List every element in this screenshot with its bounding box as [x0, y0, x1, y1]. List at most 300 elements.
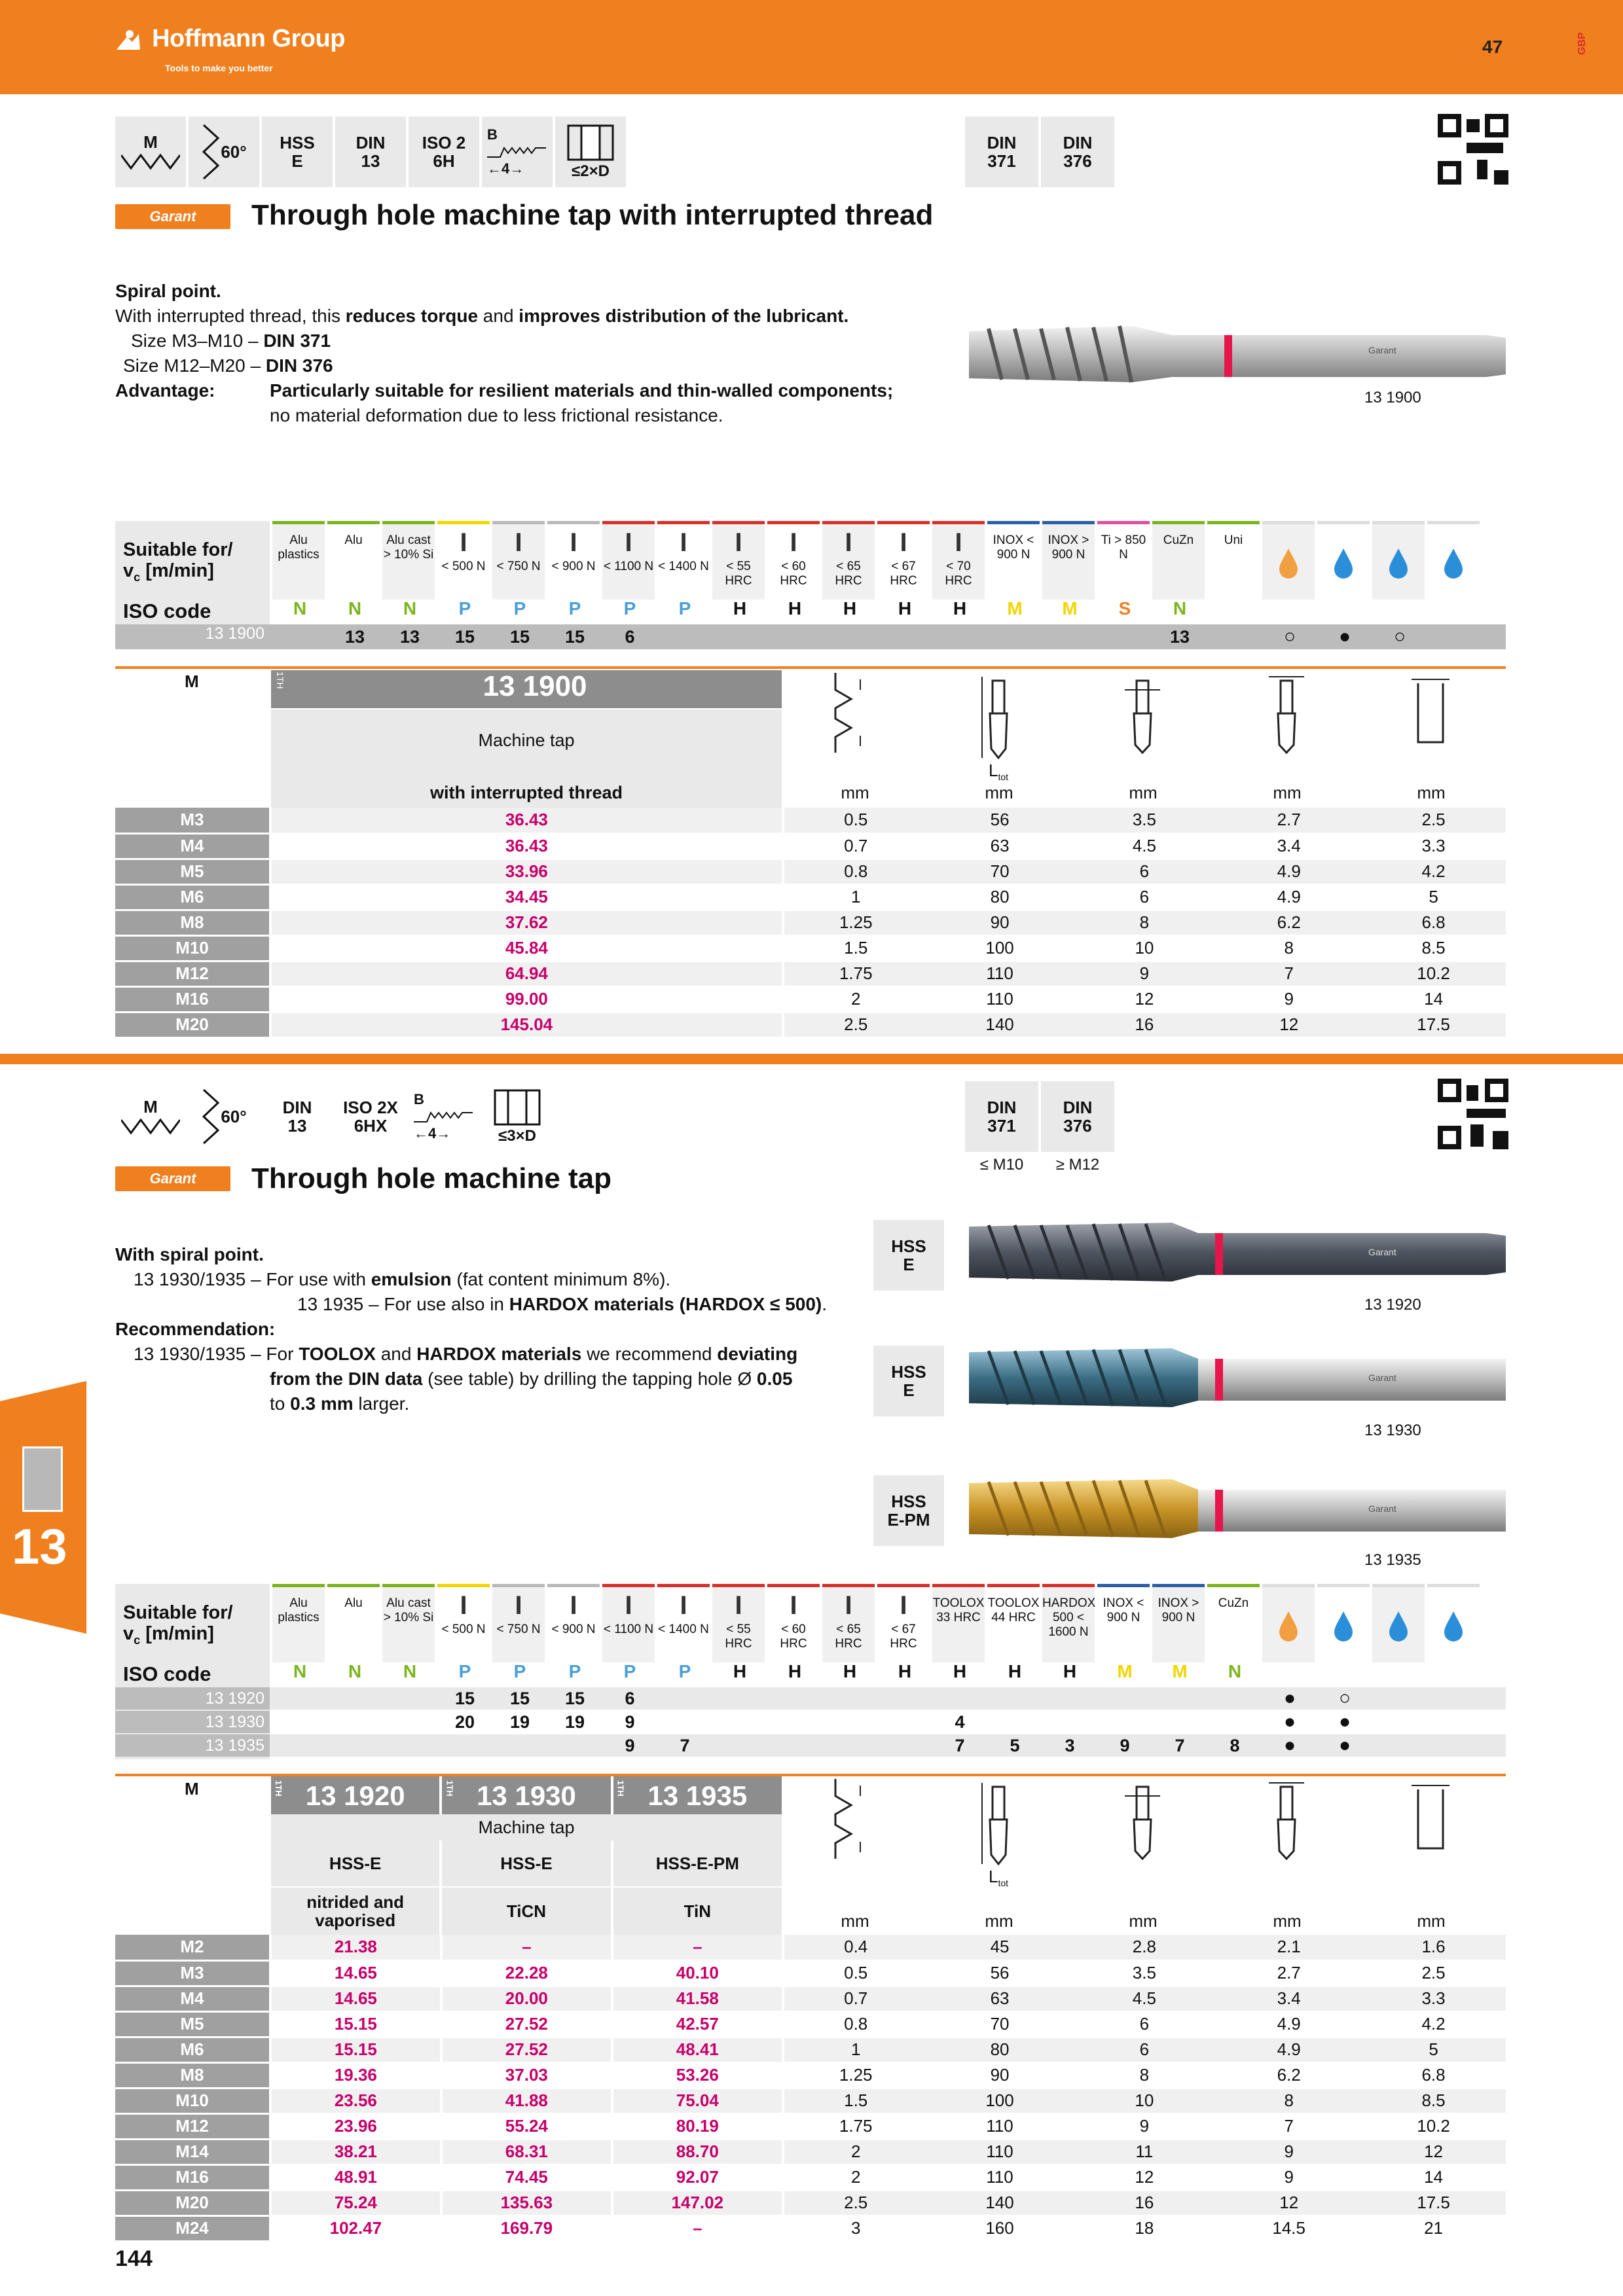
chamfer-icon: [414, 1109, 473, 1124]
steel-profile-icon: I: [900, 1591, 907, 1620]
iso-code-0: N: [293, 598, 307, 619]
code-13-1900: 13 1900: [483, 670, 587, 702]
dim-cell: 6: [1072, 2037, 1216, 2062]
tolerance-symbol: ISO 2 6H: [409, 117, 479, 187]
dim-cell: 10: [1072, 2088, 1216, 2113]
vc-value-5: 15: [564, 1689, 585, 1708]
dim-cell: 56: [928, 1960, 1072, 1986]
unit-label: mm: [1417, 1911, 1446, 1931]
vc-value-15: 9: [1120, 1736, 1130, 1755]
material-col-11: [877, 1584, 930, 1662]
iso-code-11: H: [898, 598, 912, 619]
dim-cell: 110: [928, 2139, 1072, 2164]
iso-code-label: ISO code: [123, 1662, 211, 1685]
recommendation-heading: Recommendation:: [115, 1319, 276, 1339]
code-headers: [271, 1776, 782, 1816]
material-color-bar: [712, 1584, 765, 1587]
section-separator: [0, 1054, 1623, 1064]
size-cell: M20: [115, 2190, 270, 2215]
price-cell: 135.63: [441, 2190, 612, 2215]
price-cell: 15.15: [270, 2037, 441, 2062]
price-cell: –: [612, 1935, 783, 1960]
dim-cell: 0.8: [783, 2011, 928, 2037]
suit-label: Suitable for/: [123, 539, 233, 560]
sec1-symbol-row: [115, 117, 626, 187]
dim-cell: 9: [1216, 2139, 1361, 2164]
vc-value-6: 6: [625, 627, 635, 647]
tap-icon: 1TH: [445, 1780, 455, 1797]
vc-value-3: 15: [454, 1689, 475, 1708]
unit-label: mm: [841, 1911, 869, 1931]
dim-cell: 4.9: [1216, 2037, 1361, 2062]
material-col-0: [272, 1584, 325, 1662]
suit-vc-label: $v_c$ [m/min]: [123, 560, 214, 584]
material-color-bar: [932, 521, 985, 524]
vc-value-6: 9: [625, 1712, 635, 1732]
material-label: INOX > 900 N: [1048, 533, 1089, 562]
dim-cell: 8: [1216, 935, 1361, 961]
row-13-1935: [115, 1734, 1506, 1757]
row-label: 13 1900: [205, 624, 264, 643]
price-cell: 53.26: [612, 2062, 783, 2088]
material-col-4: [492, 521, 545, 600]
steel-profile-icon: I: [735, 528, 742, 557]
size-cell: M8: [115, 910, 270, 935]
dim-cell: 100: [928, 935, 1072, 961]
code-label: 13 1930: [477, 1780, 576, 1811]
dim-cell: 1.5: [783, 935, 928, 961]
empty-dot-icon: ○: [1338, 1687, 1351, 1709]
dim-cell: 21: [1361, 2215, 1506, 2241]
chamfer-icon: [487, 144, 546, 160]
price-cell: 36.43: [270, 808, 783, 833]
iso-code-0: N: [293, 1661, 307, 1681]
material-label: < 65 HRC: [835, 560, 862, 588]
din-371-range: ≤ M10: [979, 1156, 1024, 1174]
size-cell: M20: [115, 1012, 270, 1037]
material-label: Alu plastics: [278, 533, 319, 562]
tap-icon: 1TH: [274, 1780, 283, 1797]
dim-cell: 5: [1361, 884, 1506, 910]
iso-code-15: S: [1118, 598, 1131, 619]
table-row: [115, 1012, 1506, 1037]
material-col-13: [987, 521, 1040, 600]
steel-profile-icon: I: [845, 528, 852, 557]
dim-cell: 0.7: [783, 1986, 928, 2011]
dim-cell: 6: [1072, 2011, 1216, 2037]
sec1-title: Through hole machine tap with interrupted thread: [251, 199, 934, 231]
price-cell: 23.56: [270, 2088, 441, 2113]
dim-cell: 14: [1361, 2164, 1506, 2190]
table-row: [115, 884, 1506, 910]
unit-label: mm: [1129, 783, 1158, 802]
dim-cell: 63: [928, 1986, 1072, 2011]
material-col-5: [547, 521, 600, 600]
tap-chapter-icon: [22, 1446, 63, 1512]
iso-code-12: H: [953, 1661, 967, 1681]
iso-code-8: H: [733, 598, 747, 619]
table-row: [115, 2088, 1506, 2113]
dim-cell: 8.5: [1361, 935, 1506, 961]
tap-image-13-1900: [962, 312, 1506, 397]
material-col-6: [602, 521, 655, 600]
table-row: [115, 935, 1506, 961]
vc-value-14: 3: [1065, 1736, 1075, 1755]
dim-cell: 8.5: [1361, 2088, 1506, 2113]
material-columns: [272, 1584, 1503, 1662]
filled-dot-icon: ●: [1283, 1711, 1296, 1732]
size-cell: M16: [115, 986, 270, 1012]
table-row: [115, 1960, 1506, 1986]
material-col-15: [1097, 521, 1150, 600]
angle-icon: [201, 1087, 221, 1146]
total-length-icon: [976, 1776, 1021, 1874]
price-cell: 147.02: [612, 2190, 783, 2215]
code-13-1920: [271, 1776, 439, 1816]
dim-cell: 2: [783, 2139, 928, 2164]
pitch-icon: [831, 1776, 871, 1861]
l-tot-label: $L_{tot}$: [989, 761, 1009, 783]
dim-cell: 3: [783, 2215, 928, 2241]
square-icon: [1264, 670, 1309, 755]
material-col-17: [1207, 1584, 1260, 1662]
dim-cell: 3.3: [1361, 833, 1506, 859]
material-color-bar: [1152, 521, 1205, 524]
material-label: < 1100 N: [603, 1623, 654, 1636]
tap-image-13-1935: [962, 1466, 1506, 1551]
material-label: < 1100 N: [603, 560, 654, 573]
dim-cell: 140: [928, 1012, 1072, 1037]
shank-diameter-icon: [1120, 670, 1165, 755]
dim-cell: 9: [1072, 961, 1216, 986]
dim-cell: 18: [1072, 2215, 1216, 2241]
size-cell: M10: [115, 935, 270, 961]
total-length-icon: [976, 670, 1021, 768]
material-cell: HSS-E: [271, 1840, 439, 1886]
material-label: < 750 N: [496, 560, 541, 573]
tap-image-13-1920: [962, 1210, 1506, 1295]
steel-profile-icon: I: [735, 1591, 742, 1620]
material-color-bar: [602, 1584, 655, 1587]
svg-text:Garant: Garant: [1368, 345, 1396, 355]
material-col-3: [437, 1584, 490, 1662]
brand-tagline: Tools to make you better: [165, 63, 273, 73]
dim-cell: 17.5: [1361, 2190, 1506, 2215]
coating-cell: nitrided and vaporised: [271, 1888, 439, 1935]
dim-cell: 110: [928, 2164, 1072, 2190]
spray-icon: [1372, 1584, 1425, 1662]
dim-cell: 4.9: [1216, 859, 1361, 884]
footer-page-number: 144: [115, 2246, 153, 2271]
material-label: < 67 HRC: [890, 1623, 917, 1651]
material-col-16: [1152, 521, 1205, 600]
dim-cell: 1.75: [783, 2113, 928, 2139]
iso-code-10: H: [843, 1661, 857, 1681]
material-color-bar: [1207, 521, 1260, 524]
material-col-11: [877, 521, 930, 600]
code-13-1930: [442, 1776, 610, 1816]
dim-cell: 6: [1072, 884, 1216, 910]
table-row: [115, 2011, 1506, 2037]
size-cell: M16: [115, 2164, 270, 2190]
dim-cell: 2.5: [783, 1012, 928, 1037]
iso-code-4: P: [513, 598, 526, 619]
material-label: Alu cast > 10% Si: [383, 1596, 434, 1624]
material-color-bar: [822, 521, 875, 524]
price-cell: 80.19: [612, 2113, 783, 2139]
vc-value-5: 19: [564, 1712, 585, 1732]
steel-profile-icon: I: [790, 528, 797, 557]
dim-cell: 2: [783, 2164, 928, 2190]
unit-label: mm: [841, 783, 869, 802]
chamfer-symbol: B ←4→: [482, 117, 553, 187]
dim-cell: 140: [928, 2190, 1072, 2215]
dim-cell: 4.5: [1072, 1986, 1216, 2011]
desc-line2: 13 1935 – For use also in HARDOX materials (HARDOX ≤ 500).: [297, 1294, 828, 1314]
size-cell: M12: [115, 2113, 270, 2139]
price-cell: 15.15: [270, 2011, 441, 2037]
dim-cell: 1.6: [1361, 1935, 1506, 1960]
sec1-suitability: [115, 521, 1506, 649]
material-color-bar: [437, 1584, 490, 1587]
material-col-10: [822, 521, 875, 600]
din-376-range: ≥ M12: [1055, 1156, 1100, 1174]
steel-profile-icon: I: [680, 528, 687, 557]
dim-cell: 160: [928, 2215, 1072, 2241]
dim-cell: 0.5: [783, 1960, 928, 1986]
vc-value-16: 7: [1175, 1736, 1185, 1755]
vc-value-16: 13: [1169, 627, 1190, 647]
material-label: Uni: [1224, 533, 1243, 547]
table1-rule: [115, 666, 1506, 669]
table-row: [115, 1935, 1506, 1960]
size-cell: M4: [115, 833, 270, 859]
blind-hole-icon: [564, 123, 617, 162]
price-cell: –: [612, 2215, 783, 2241]
price-cell: 102.47: [270, 2215, 441, 2241]
steel-profile-icon: I: [625, 1591, 632, 1620]
material-label: < 1400 N: [658, 560, 709, 573]
price-cell: 145.04: [270, 1012, 783, 1037]
vc-value-7: 7: [680, 1736, 690, 1755]
steel-profile-icon: I: [515, 528, 522, 557]
iso-code-5: P: [568, 598, 581, 619]
table-row: [115, 2139, 1506, 2164]
material-col-12: [932, 1584, 985, 1662]
qr-code-icon: [1438, 1079, 1508, 1149]
vc-value-17: 8: [1230, 1736, 1240, 1755]
dry-icon: [1427, 1584, 1480, 1662]
table-row: [115, 2190, 1506, 2215]
dim-cell: 2.5: [1361, 808, 1506, 833]
dim-cell: 3.5: [1072, 1960, 1216, 1986]
row-13-1920: [115, 1687, 1506, 1710]
angle-icon: [201, 122, 221, 181]
dim-cell: 6.8: [1361, 910, 1506, 935]
svg-text:Garant: Garant: [1368, 1372, 1396, 1383]
vc-value-4: 15: [509, 627, 530, 647]
material-color-bar: [547, 1584, 600, 1587]
dim-cell: 16: [1072, 1012, 1216, 1037]
unit-label: mm: [985, 783, 1013, 802]
brand-name: Hoffmann Group: [152, 25, 345, 52]
price-cell: 36.43: [270, 833, 783, 859]
iso-code-11: H: [898, 1661, 912, 1681]
metric-thread-symbol: M: [115, 117, 186, 187]
row-label: 13 1920: [115, 1687, 270, 1710]
dim-cell: 56: [928, 808, 1072, 833]
dim-cell: 4.5: [1072, 833, 1216, 859]
material-cell: HSS-E: [442, 1840, 610, 1886]
vc-value-3: 15: [454, 627, 475, 647]
filled-dot-icon: ●: [1283, 1734, 1296, 1756]
chapter-number: 13: [12, 1519, 67, 1575]
chamfer-symbol: B ←4→: [409, 1081, 479, 1152]
tap-image-13-1930: [962, 1335, 1506, 1420]
table-row: [115, 2062, 1506, 2088]
tap-label-13-1900: 13 1900: [1364, 389, 1421, 406]
angle-symbol: 60°: [189, 1081, 259, 1152]
price-cell: 42.57: [612, 2011, 783, 2037]
size-cell: M6: [115, 2037, 270, 2062]
material-col-10: [822, 1584, 875, 1662]
dim-cell: 90: [928, 2062, 1072, 2088]
price-cell: 20.00: [441, 1986, 612, 2011]
iso-code-14: M: [1062, 598, 1078, 619]
vc-value-6: 9: [625, 1736, 635, 1755]
hoffmann-logo-icon: [115, 29, 141, 51]
price-cell: 37.62: [270, 910, 783, 935]
dim-cell: 11: [1072, 2139, 1216, 2164]
dim-cell: 2.5: [1361, 1960, 1506, 1986]
dim-cell: 8: [1216, 2088, 1361, 2113]
dim-cell: 14.5: [1216, 2215, 1361, 2241]
price-cell: 21.38: [270, 1935, 441, 1960]
iso-code-10: H: [843, 598, 857, 619]
price-cell: 48.41: [612, 2037, 783, 2062]
unit-label: mm: [1129, 1911, 1158, 1931]
price-cell: –: [441, 1935, 612, 1960]
iso-code-14: H: [1063, 1661, 1077, 1681]
material-color-bar: [657, 521, 710, 524]
iso-code-7: P: [678, 598, 691, 619]
material-col-7: [657, 521, 710, 600]
material-color-bar: [382, 521, 435, 524]
iso-code-7: P: [678, 1661, 691, 1681]
table-row: [115, 859, 1506, 884]
material-label: < 750 N: [496, 1623, 541, 1636]
svg-text:Garant: Garant: [1368, 1503, 1396, 1514]
material-col-9: [767, 521, 820, 600]
size-cell: M2: [115, 1935, 270, 1960]
droplet-blue-icon: [1317, 521, 1370, 600]
sec2-symbol-row: [115, 1081, 553, 1152]
coating-cell: TiN: [613, 1888, 782, 1935]
steel-profile-icon: I: [570, 528, 577, 557]
table1-desc2: with interrupted thread: [429, 783, 623, 802]
dim-cell: 10.2: [1361, 2113, 1506, 2139]
coating-cell: TiCN: [442, 1888, 610, 1935]
material-label: TOOLOX 44 HRC: [987, 1596, 1040, 1624]
iso-code-13: H: [1008, 1661, 1022, 1681]
dim-cell: 6.2: [1216, 2062, 1361, 2088]
dry-icon: [1427, 521, 1480, 600]
table-row: [115, 2037, 1506, 2062]
din-symbol: DIN 13: [262, 1081, 333, 1152]
material-label: < 60 HRC: [780, 560, 807, 588]
tap-icon: 1TH: [275, 672, 285, 689]
price-cell: 22.28: [441, 1960, 612, 1986]
size-cell: M3: [115, 808, 270, 833]
table-13-1900: [115, 808, 1506, 1039]
price-cell: 40.10: [612, 1960, 783, 1986]
pitch-icon: [831, 670, 871, 755]
price-cell: 48.91: [270, 2164, 441, 2190]
din-376-badge: DIN 376: [1041, 1081, 1114, 1152]
material-label: < 65 HRC: [835, 1623, 862, 1651]
material-label: < 67 HRC: [890, 560, 917, 588]
size-cell: M5: [115, 2011, 270, 2037]
table-row: [115, 833, 1506, 859]
price-cell: 14.65: [270, 1986, 441, 2011]
hss-e-badge-1930: HSS E: [873, 1346, 944, 1416]
table-row: [115, 1986, 1506, 2011]
material-color-bar: [657, 1584, 710, 1587]
steel-profile-icon: I: [460, 528, 467, 557]
garant-badge: Garant: [115, 204, 230, 229]
desc-size1: Size M3–M10 – DIN 371: [131, 331, 331, 351]
dim-cell: 1.75: [783, 961, 928, 986]
dim-cell: 3.3: [1361, 1986, 1506, 2011]
dim-cell: 7: [1216, 961, 1361, 986]
table1-units: [783, 783, 1506, 806]
dim-cell: 1: [783, 2037, 928, 2062]
sec2-suitability: [115, 1584, 1506, 1759]
material-symbol: HSS E: [262, 117, 333, 187]
dim-cell: 16: [1072, 2190, 1216, 2215]
material-label: INOX < 900 N: [993, 533, 1034, 562]
material-color-bar: [1042, 1584, 1095, 1587]
material-color-bar: [382, 1584, 435, 1587]
tap-icon: 1TH: [615, 1780, 626, 1797]
dim-cell: 2.7: [1216, 808, 1361, 833]
suit-label: Suitable for/: [123, 1602, 233, 1623]
dim-cell: 2.1: [1216, 1935, 1361, 1960]
table2-m-label: M: [185, 1779, 199, 1799]
tolerance-symbol: ISO 2X 6HX: [335, 1081, 406, 1152]
material-col-14: [1042, 1584, 1095, 1662]
dim-cell: 4.2: [1361, 2011, 1506, 2037]
price-cell: 14.65: [270, 1960, 441, 1986]
dim-cell: 8: [1072, 910, 1216, 935]
table-row: [115, 986, 1506, 1012]
material-color-bar: [822, 1584, 875, 1587]
dim-cell: 2.7: [1216, 1960, 1361, 1986]
dim-cell: 1.5: [783, 2088, 928, 2113]
dim-cell: 90: [928, 910, 1072, 935]
price-cell: 33.96: [270, 859, 783, 884]
vc-value-13: 5: [1010, 1736, 1020, 1755]
material-color-bar: [327, 521, 380, 524]
price-cell: 74.45: [441, 2164, 612, 2190]
price-cell: 64.94: [270, 961, 783, 986]
svg-text:Garant: Garant: [1368, 1247, 1396, 1257]
vc-value-3: 20: [454, 1712, 475, 1732]
material-label: INOX > 900 N: [1158, 1596, 1199, 1624]
material-col-17: [1207, 521, 1260, 600]
tap-label-13-1935: 13 1935: [1364, 1551, 1421, 1569]
material-color-bar: [547, 521, 600, 524]
